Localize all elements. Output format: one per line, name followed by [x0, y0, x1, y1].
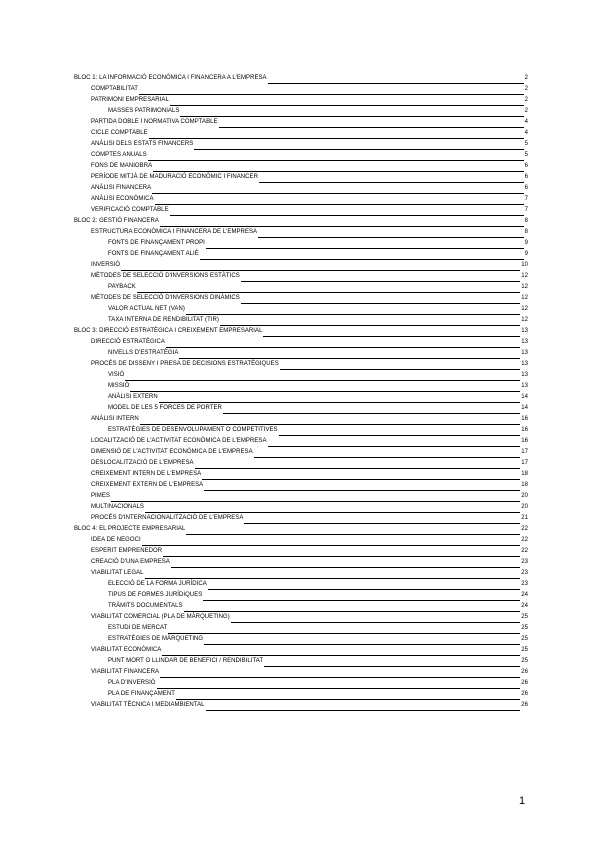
toc-entry-page: 17 — [520, 447, 528, 458]
toc-entry-page: 16 — [520, 414, 528, 425]
toc-entry-page: 13 — [520, 370, 528, 381]
toc-entry-page: 13 — [520, 326, 528, 337]
toc-entry-page: 23 — [520, 579, 528, 590]
toc-entry-title: VALOR ACTUAL NET (VAN) — [108, 304, 186, 315]
toc-entry-title: VIABILITAT TÈCNICA I MEDIAMBIENTAL — [91, 700, 206, 711]
toc-entry-page: 17 — [520, 458, 528, 469]
toc-entry-title: IDEA DE NEGOCI — [91, 535, 142, 546]
toc-entry-page: 25 — [520, 623, 528, 634]
toc-entry[interactable] — [74, 404, 528, 415]
toc-entry-title: TAXA INTERNA DE RENDIBILITAT (TIR) — [108, 315, 220, 326]
toc-entry-title: DIRECCIÓ ESTRATÈGICA — [91, 337, 166, 348]
toc-entry-page: 9 — [524, 249, 528, 260]
toc-entry-page: 26 — [520, 689, 528, 700]
toc-entry-page: 10 — [520, 260, 528, 271]
toc-entry-page: 13 — [520, 381, 528, 392]
toc-entry-page: 24 — [520, 590, 528, 601]
toc-entry-page: 25 — [520, 656, 528, 667]
toc-entry[interactable] — [74, 272, 528, 283]
toc-entry-title: MISSIÓ — [108, 381, 130, 392]
toc-entry-title: VISIÓ — [108, 370, 125, 381]
toc-entry-page: 12 — [520, 282, 528, 293]
toc-entry-title: ESTUDI DE MERCAT — [108, 623, 168, 634]
toc-entry[interactable] — [74, 74, 528, 85]
toc-entry-title: COMPTES ANUALS — [91, 150, 148, 161]
toc-entry-title: ANÀLISI FINANCERA — [91, 183, 152, 194]
toc-entry-page: 12 — [520, 315, 528, 326]
toc-leader-line — [108, 380, 520, 381]
toc-entry-page: 6 — [524, 161, 528, 172]
page-number: 1 — [519, 795, 526, 807]
toc-entry-page: 20 — [520, 502, 528, 513]
toc-entry-title: FONTS DE FINANÇAMENT PROPI — [108, 238, 206, 249]
toc-entry-title: CREIXEMENT EXTERN DE L'EMPRESA — [91, 480, 204, 491]
toc-entry-title: PAYBACK — [108, 282, 137, 293]
toc-entry[interactable] — [74, 481, 528, 492]
toc-entry-title: CREACIÓ D'UNA EMPRESA — [91, 557, 171, 568]
toc-entry-title: PROCÉS DE DISSENY I PRESA DE DECISIONS ESTRATÈGIQUES — [91, 359, 280, 370]
toc-entry-page: 26 — [520, 678, 528, 689]
toc-entry-page: 13 — [520, 348, 528, 359]
toc-entry-title: VIABILITAT ECONÒMICA — [91, 645, 162, 656]
toc-entry-page: 7 — [524, 205, 528, 216]
toc-entry-title: VERIFICACIÓ COMPTABLE — [91, 205, 170, 216]
toc-entry-title: BLOC 1: LA INFORMACIÓ ECONÒMICA I FINANCERA A L'EMPRESA — [74, 73, 268, 84]
toc-entry-title: PERÍODE MITJÀ DE MADURACIÓ ECONÒMIC I FINANCER — [91, 172, 259, 183]
toc-entry-title: TRÀMITS DOCUMENTALS — [108, 601, 184, 612]
toc-entry-title: CREIXEMENT INTERN DE L'EMPRESA — [91, 469, 202, 480]
toc-entry-title: MÈTODES DE SELECCIÓ D'INVERSIONS DINÀMICS — [91, 293, 241, 304]
toc-entry[interactable] — [74, 525, 528, 536]
toc-entry-title: BLOC 2: GESTIÓ FINANCERA — [74, 216, 160, 227]
toc-entry-page: 22 — [520, 546, 528, 557]
toc-entry-title: INVERSIÓ — [91, 260, 121, 271]
toc-entry-title: ELECCIÓ DE LA FORMA JURÍDICA — [108, 579, 208, 590]
toc-entry-page: 8 — [524, 227, 528, 238]
toc-entry-page: 14 — [520, 403, 528, 414]
toc-entry-title: PIMES — [91, 491, 111, 502]
toc-entry-page: 13 — [520, 359, 528, 370]
toc-entry-title: BLOC 4: EL PROJECTE EMPRESARIAL — [74, 524, 186, 535]
toc-entry-title: VIABILITAT FINANCERA — [91, 667, 160, 678]
toc-entry-page: 22 — [520, 535, 528, 546]
toc-entry-page: 5 — [524, 150, 528, 161]
toc-entry-title: ANÀLISI EXTERN — [108, 392, 159, 403]
toc-entry-page: 23 — [520, 557, 528, 568]
toc-leader-line — [91, 501, 520, 502]
toc-entry-page: 13 — [520, 337, 528, 348]
toc-entry-title: ANÀLISI DELS ESTATS FINANCERS — [91, 139, 194, 150]
toc-entry-title: COMPTABILITAT — [91, 84, 139, 95]
toc-entry-page: 25 — [520, 645, 528, 656]
toc-entry-page: 24 — [520, 601, 528, 612]
toc-entry-page: 26 — [520, 667, 528, 678]
toc-entry-page: 18 — [520, 480, 528, 491]
toc-entry-page: 21 — [520, 513, 528, 524]
toc-entry[interactable] — [74, 250, 528, 261]
toc-entry[interactable] — [74, 701, 528, 712]
toc-entry-title: FONS DE MANIOBRA — [91, 161, 153, 172]
toc-entry-title: ESTRATÈGIES DE MÀRQUETING — [108, 634, 204, 645]
toc-entry-title: PROCÉS D'INTERNACIONALITZACIÓ DE L'EMPRESA — [91, 513, 244, 524]
toc-entry-title: MÈTODES DE SELECCIÓ D'INVERSIONS ESTÀTICS — [91, 271, 241, 282]
toc-entry-page: 12 — [520, 271, 528, 282]
toc-entry-title: PATRIMONI EMPRESARIAL — [91, 95, 170, 106]
toc-entry-title: ANÀLISI ECONÒMICA — [91, 194, 155, 205]
toc-entry-page: 25 — [520, 634, 528, 645]
toc-leader-line — [108, 391, 520, 392]
toc-entry-page: 16 — [520, 436, 528, 447]
toc-entry-title: ESTRUCTURA ECONÒMICA I FINANCERA DE L'EMPRESA — [91, 227, 258, 238]
toc-entry-page: 6 — [524, 183, 528, 194]
toc-entry-page: 12 — [520, 304, 528, 315]
toc-entry-title: DESLOCALITZACIÓ DE L'EMPRESA — [91, 458, 195, 469]
toc-entry-page: 4 — [524, 128, 528, 139]
toc-entry-title: LOCALITZACIÓ DE L'ACTIVITAT ECONÒMICA DE L'EMPRESA — [91, 436, 268, 447]
toc-entry-title: PUNT MORT O LLINDAR DE BENEFICI / RENDIBILITAT — [108, 656, 264, 667]
toc-entry-title: PLA D'INVERSIÓ — [108, 678, 157, 689]
toc-leader-line — [91, 193, 524, 194]
table-of-contents — [74, 74, 528, 712]
toc-entry[interactable] — [74, 371, 528, 382]
toc-entry[interactable] — [74, 360, 528, 371]
toc-entry-page: 4 — [524, 117, 528, 128]
toc-entry-page: 18 — [520, 469, 528, 480]
toc-entry-page: 20 — [520, 491, 528, 502]
toc-entry-title: ESTRATÈGIES DE DESENVOLUPAMENT O COMPETITIVES — [108, 425, 279, 436]
toc-leader-line — [91, 160, 524, 161]
toc-entry-title: NIVELLS D'ESTRATÈGIA — [108, 348, 179, 359]
toc-entry-title: FONTS DE FINANÇAMENT ALIÈ — [108, 249, 200, 260]
toc-entry-page: 2 — [524, 106, 528, 117]
toc-entry-title: PARTIDA DOBLE I NORMATIVA COMPTABLE — [91, 117, 219, 128]
toc-entry-page: 16 — [520, 425, 528, 436]
toc-entry-page: 9 — [524, 238, 528, 249]
toc-entry-page: 5 — [524, 139, 528, 150]
toc-entry-title: MODEL DE LES 5 FORCES DE PORTER — [108, 403, 223, 414]
toc-entry-title: ANÀLISI INTERN — [91, 414, 140, 425]
toc-entry-page: 6 — [524, 172, 528, 183]
toc-entry-title: TIPUS DE FORMES JURÍDIQUES — [108, 590, 203, 601]
toc-entry-title: BLOC 3: DIRECCIÓ ESTRATÈGICA I CREIXEMENT EMPRESARIAL — [74, 326, 263, 337]
toc-entry-title: DIMENSIÓ DE L'ACTIVITAT ECONÒMICA DE L'EMPRESA — [91, 447, 254, 458]
toc-entry-page: 2 — [524, 95, 528, 106]
toc-entry-page: 7 — [524, 194, 528, 205]
toc-entry-title: VIABILITAT COMERCIAL (PLA DE MÀRQUETING) — [91, 612, 231, 623]
toc-entry-title: PLA DE FINANÇAMENT — [108, 689, 176, 700]
toc-entry-page: 26 — [520, 700, 528, 711]
toc-entry-page: 22 — [520, 524, 528, 535]
toc-entry-page: 8 — [524, 216, 528, 227]
toc-entry-title: ESPERIT EMPRENEDOR — [91, 546, 163, 557]
toc-entry-page: 12 — [520, 293, 528, 304]
toc-entry-page: 25 — [520, 612, 528, 623]
toc-entry-page: 2 — [524, 84, 528, 95]
toc-entry-page: 2 — [524, 73, 528, 84]
toc-entry-title: VIABILITAT LEGAL — [91, 568, 145, 579]
toc-entry-page: 14 — [520, 392, 528, 403]
toc-entry-page: 23 — [520, 568, 528, 579]
toc-entry-title: MASSES PATRIMONIALS — [108, 106, 180, 117]
toc-entry-title: MULTINACIONALS — [91, 502, 145, 513]
toc-entry-title: CICLE COMPTABLE — [91, 128, 149, 139]
